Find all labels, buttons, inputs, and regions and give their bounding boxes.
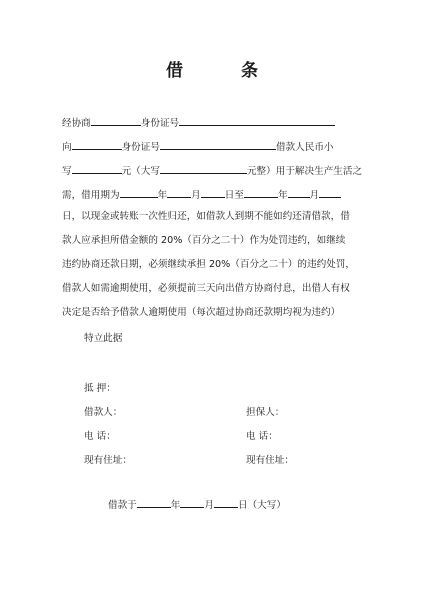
loan-year-blank[interactable] — [137, 497, 171, 508]
line4-text-d: 日至 — [224, 190, 244, 201]
end-year-blank[interactable] — [244, 187, 278, 198]
closing-statement: 特立此据 — [84, 333, 123, 344]
body-line-4 — [62, 187, 341, 202]
line1-text-b: 身份证号 — [140, 118, 180, 129]
line3-text-c: 元整）用于解决生产生活之 — [246, 166, 363, 177]
borrower-id-blank[interactable] — [160, 139, 276, 150]
body-line-7: 违约协商还款日期，必须继续承担 20%（百分之二十）的违约处罚， — [62, 259, 355, 270]
document-title: 借 条 — [166, 61, 284, 81]
body-line-8: 借款人如需逾期使用，必须提前三天向出借方协商付息，出借人有权 — [62, 283, 350, 294]
end-month-blank[interactable] — [288, 187, 310, 198]
amount-words-blank[interactable] — [160, 163, 247, 174]
date-day-label: 日（大写） — [237, 500, 286, 511]
body-line-5: 日，以现金或转账一次性归还，如借款人到期不能如约还清借款，借 — [62, 211, 350, 222]
collateral-field: 抵 押： — [84, 383, 116, 394]
loan-date-line — [108, 497, 286, 512]
line3-text-a: 写 — [62, 166, 72, 177]
loan-month-blank[interactable] — [180, 497, 204, 508]
line2-text-a: 向 — [62, 142, 72, 153]
loan-day-blank[interactable] — [214, 497, 238, 508]
address-field-right: 现有住址： — [246, 455, 294, 466]
address-field-left: 现有住址： — [84, 455, 132, 466]
borrower-name-blank[interactable] — [72, 139, 122, 150]
start-month-blank[interactable] — [167, 187, 191, 198]
line2-text-b: 身份证号 — [121, 142, 160, 153]
body-line-3 — [62, 163, 362, 178]
line4-text-a: 需，借用期为 — [62, 190, 120, 201]
phone-field-left: 电 话： — [84, 431, 116, 442]
body-line-2 — [62, 139, 334, 154]
end-day-blank[interactable] — [319, 187, 341, 198]
start-day-blank[interactable] — [201, 187, 225, 198]
line2-text-c: 借款人民币小 — [275, 142, 334, 153]
lender-id-blank[interactable] — [179, 115, 335, 126]
body-line-6: 款人应承担所借金额的 20%（百分之二十）作为处罚违约，如继续 — [62, 235, 346, 246]
date-month-label: 月 — [204, 500, 214, 511]
guarantor-field: 担保人： — [246, 407, 285, 418]
amount-digits-blank[interactable] — [72, 163, 122, 174]
line3-text-b: 元（大写 — [121, 166, 160, 177]
line4-text-e: 年 — [277, 190, 288, 201]
line4-text-b: 年 — [157, 190, 168, 201]
phone-field-right: 电 话： — [246, 431, 278, 442]
line4-text-f: 月 — [309, 190, 320, 201]
line4-text-c: 月 — [191, 190, 201, 201]
date-prefix: 借款于 — [108, 500, 137, 511]
start-year-blank[interactable] — [120, 187, 158, 198]
body-line-1 — [62, 115, 335, 130]
borrower-field: 借款人： — [84, 407, 123, 418]
date-year-label: 年 — [170, 500, 181, 511]
line1-text-a: 经协商 — [62, 118, 91, 129]
body-line-9: 决定是否给予借款人逾期使用（每次超过协商还款期均视为违约） — [62, 307, 341, 318]
lender-name-blank[interactable] — [91, 115, 141, 126]
